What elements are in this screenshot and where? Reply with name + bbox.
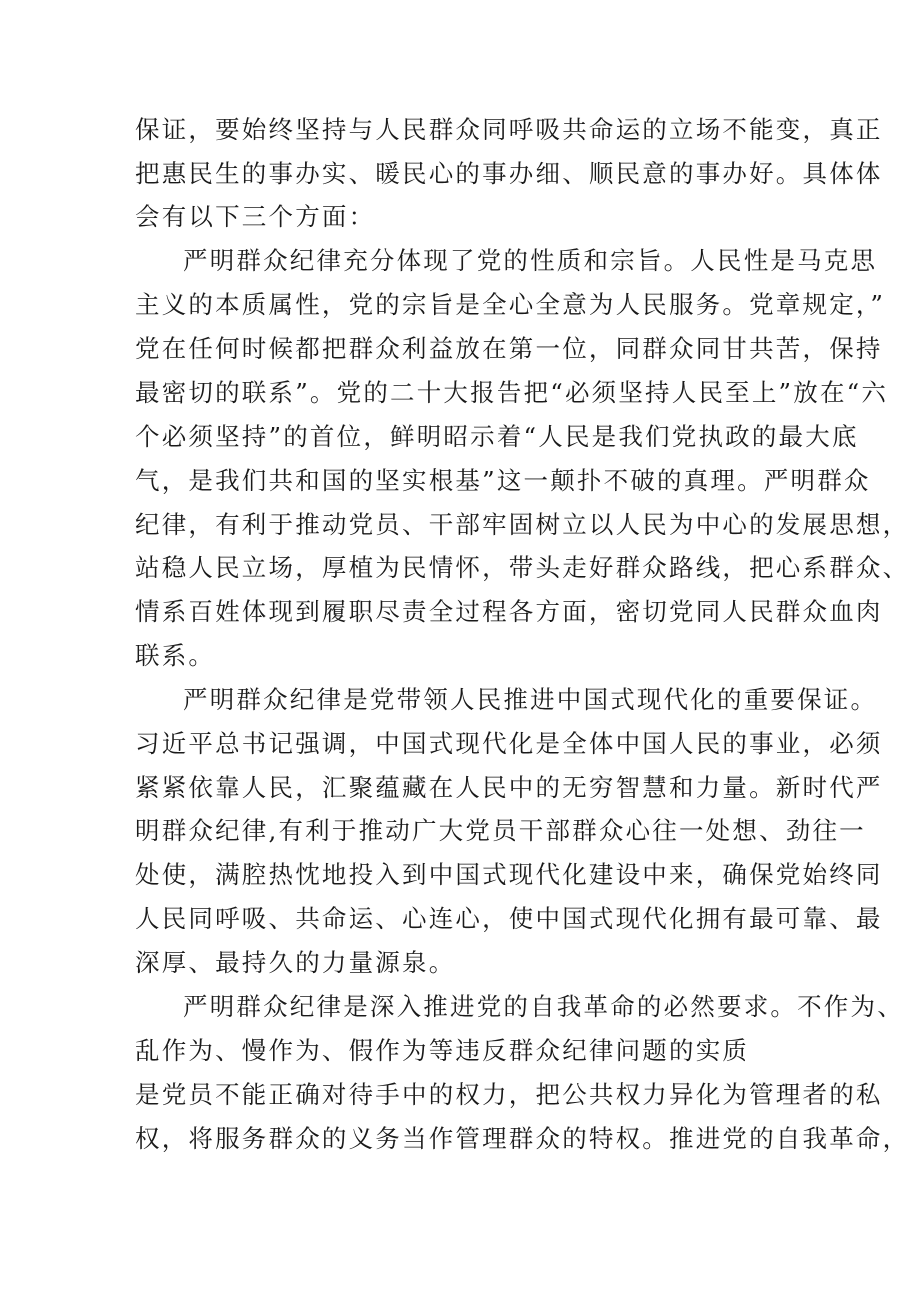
text-line: 紧紧依靠人民，汇聚蕴藏在人民中的无穷智慧和力量。新时代严 [135, 773, 883, 802]
text-line: 乱作为、慢作为、假作为等违反群众纪律问题的实质 [135, 1036, 750, 1065]
text-line: 联系。 [135, 641, 216, 670]
text-line: 把惠民生的事办实、暖民心的事办细、顺民意的事办好。具体体 [135, 159, 883, 188]
text-line: 最密切的联系”。党的二十大报告把“必须坚持人民至上”放在“六 [135, 378, 889, 407]
text-line: 会有以下三个方面： [135, 202, 376, 231]
text-line: 人民同呼吸、共命运、心连心，使中国式现代化拥有最可靠、最 [135, 904, 883, 933]
text-line: 权，将服务群众的义务当作管理群众的特权。推进党的自我革命， [135, 1124, 910, 1153]
paragraph-first-line: 严明群众纪律充分体现了党的性质和宗旨。人民性是马克思 [183, 246, 878, 275]
text-line: 站稳人民立场，厚植为民情怀，带头走好群众路线，把心系群众、 [135, 553, 910, 582]
text-line: 个必须坚持”的首位，鲜明昭示着“人民是我们党执政的最大底 [135, 422, 859, 451]
text-line: 纪律，有利于推动党员、干部牢固树立以人民为中心的发展思想， [135, 510, 910, 539]
text-line: 保证，要始终坚持与人民群众同呼吸共命运的立场不能变，真正 [135, 115, 883, 144]
paragraph-first-line: 严明群众纪律是党带领人民推进中国式现代化的重要保证。 [183, 685, 878, 714]
paragraph-first-line: 严明群众纪律是深入推进党的自我革命的必然要求。不作为、 [183, 992, 904, 1021]
text-line: 情系百姓体现到履职尽责全过程各方面，密切党同人民群众血肉 [135, 597, 883, 626]
text-line: 主义的本质属性，党的宗旨是全心全意为人民服务。党章规定，” [135, 290, 886, 319]
text-line: 明群众纪律,有利于推动广大党员干部群众心往一处想、劲往一 [135, 816, 866, 845]
text-line: 深厚、最持久的力量源泉。 [135, 948, 456, 977]
text-line: 处使，满腔热忱地投入到中国式现代化建设中来，确保党始终同 [135, 860, 883, 889]
text-line: 党在任何时候都把群众利益放在第一位，同群众同甘共苦，保持 [135, 334, 883, 363]
text-line: 习近平总书记强调，中国式现代化是全体中国人民的事业，必须 [135, 729, 883, 758]
text-line: 是党员不能正确对待手中的权力，把公共权力异化为管理者的私 [135, 1080, 883, 1109]
text-line: 气，是我们共和国的坚实根基”这一颠扑不破的真理。严明群众 [135, 466, 871, 495]
